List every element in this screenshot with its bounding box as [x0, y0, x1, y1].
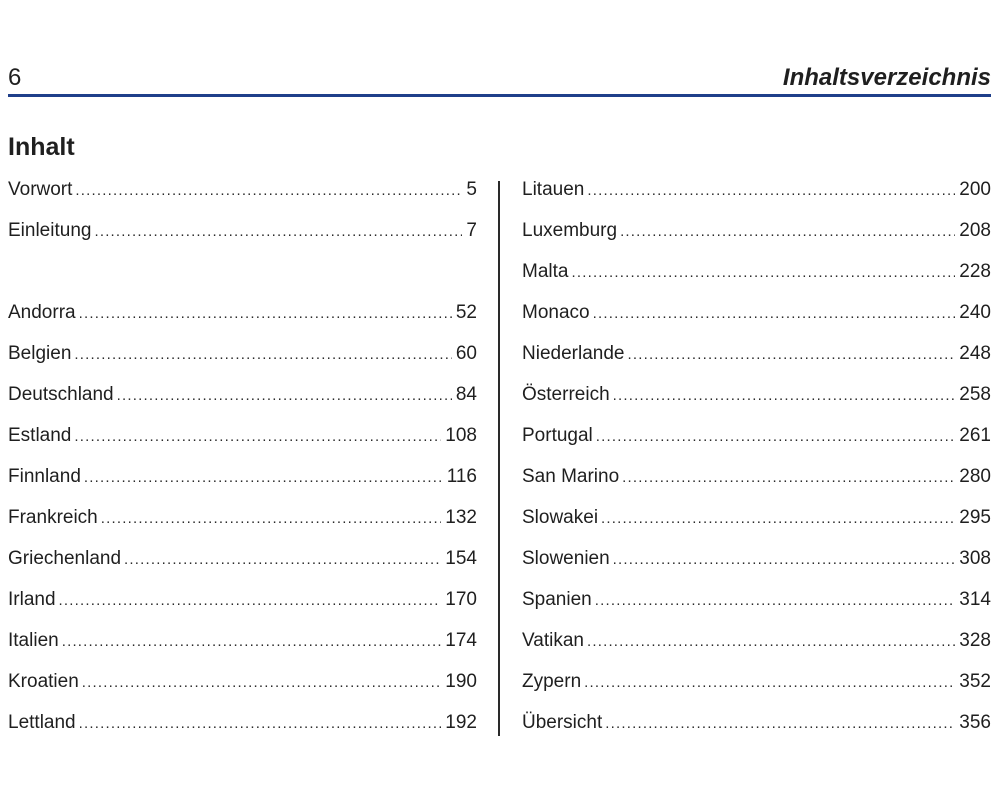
dot-leader	[79, 298, 452, 330]
toc-entry-title: Belgien	[8, 343, 72, 364]
dot-leader	[74, 339, 451, 371]
toc-entry-griechenland[interactable]	[8, 543, 477, 584]
toc-entry-page: 228	[959, 261, 991, 282]
toc-entry-page: 295	[959, 507, 991, 528]
toc-entry-title: Malta	[522, 261, 569, 282]
dot-leader	[75, 175, 462, 207]
dot-leader	[571, 257, 955, 289]
toc-entry-page: 308	[959, 548, 991, 569]
toc-entry-title: Italien	[8, 630, 59, 651]
toc-entry-page: 5	[466, 179, 477, 200]
dot-leader	[613, 380, 956, 412]
toc-entry-vatikan[interactable]	[522, 625, 991, 666]
toc-entry-vorwort[interactable]	[8, 174, 477, 215]
toc-entry-san-marino[interactable]	[522, 461, 991, 502]
toc-entry-title: Deutschland	[8, 384, 114, 405]
toc-entry-page: 328	[959, 630, 991, 651]
toc-entry-portugal[interactable]	[522, 420, 991, 461]
dot-leader	[622, 462, 955, 494]
toc-entry-page: 240	[959, 302, 991, 323]
toc-entry-lettland[interactable]	[8, 707, 477, 748]
dot-leader	[613, 544, 956, 576]
toc-entry-title: Österreich	[522, 384, 610, 405]
dot-leader	[584, 667, 955, 699]
dot-leader	[117, 380, 452, 412]
toc-entry-luxemburg[interactable]	[522, 215, 991, 256]
toc-entry-page: 356	[959, 712, 991, 733]
toc-entry-estland[interactable]	[8, 420, 477, 461]
toc-entry-title: Zypern	[522, 671, 582, 692]
toc-entry-page: 116	[446, 466, 477, 487]
toc-entry-title: Monaco	[522, 302, 590, 323]
toc-entry-litauen[interactable]	[522, 174, 991, 215]
toc-entry-uebersicht[interactable]	[522, 707, 991, 748]
dot-leader	[62, 626, 442, 658]
toc-entry-page: 190	[445, 671, 477, 692]
toc-entry-niederlande[interactable]	[522, 338, 991, 379]
toc-entry-title: Lettland	[8, 712, 76, 733]
toc-entry-title: Niederlande	[522, 343, 625, 364]
toc-entry-title: Irland	[8, 589, 56, 610]
page-header	[8, 60, 991, 96]
toc-entry-page: 200	[959, 179, 991, 200]
toc-entry-slowakei[interactable]	[522, 502, 991, 543]
toc-entry-page: 352	[959, 671, 991, 692]
toc-right-column	[522, 174, 991, 748]
toc-entry-malta[interactable]	[522, 256, 991, 297]
toc-spacer	[8, 256, 477, 297]
toc-entry-page: 174	[445, 630, 477, 651]
toc-entry-title: Kroatien	[8, 671, 79, 692]
toc-entry-irland[interactable]	[8, 584, 477, 625]
toc-entry-title: San Marino	[522, 466, 620, 487]
toc-entry-page: 52	[455, 302, 477, 323]
toc-entry-title: Luxemburg	[522, 220, 618, 241]
toc-entry-finnland[interactable]	[8, 461, 477, 502]
dot-leader	[596, 421, 956, 453]
toc-entry-title: Frankreich	[8, 507, 98, 528]
toc-entry-page: 208	[959, 220, 991, 241]
dot-leader	[620, 216, 955, 248]
toc-entry-title: Einleitung	[8, 220, 92, 241]
toc-entry-page: 154	[445, 548, 477, 569]
dot-leader	[587, 626, 955, 658]
header-rule	[8, 94, 991, 97]
toc-entry-kroatien[interactable]	[8, 666, 477, 707]
toc-entry-page: 84	[455, 384, 477, 405]
toc-entry-title: Estland	[8, 425, 72, 446]
toc-entry-title: Griechenland	[8, 548, 122, 569]
toc-entry-belgien[interactable]	[8, 338, 477, 379]
toc-entry-slowenien[interactable]	[522, 543, 991, 584]
running-title: Inhaltsverzeichnis	[782, 64, 991, 91]
toc-left-column	[8, 174, 477, 748]
toc-entry-title: Übersicht	[522, 712, 603, 733]
dot-leader	[79, 708, 442, 740]
dot-leader	[587, 175, 955, 207]
dot-leader	[101, 503, 442, 535]
toc-entry-page: 170	[445, 589, 477, 610]
column-divider	[498, 181, 500, 736]
toc-entry-title: Finnland	[8, 466, 81, 487]
page-number: 6	[8, 64, 22, 91]
dot-leader	[82, 667, 442, 699]
toc-entry-spanien[interactable]	[522, 584, 991, 625]
toc-entry-page: 280	[959, 466, 991, 487]
toc-entry-title: Slowakei	[522, 507, 599, 528]
toc-entry-page: 314	[959, 589, 991, 610]
toc-entry-title: Slowenien	[522, 548, 610, 569]
toc-entry-oesterreich[interactable]	[522, 379, 991, 420]
toc-entry-page: 7	[466, 220, 477, 241]
toc-entry-page: 60	[455, 343, 477, 364]
toc-entry-title: Vorwort	[8, 179, 73, 200]
toc-entry-title: Andorra	[8, 302, 76, 323]
toc-entry-page: 192	[445, 712, 477, 733]
toc-entry-page: 108	[445, 425, 477, 446]
toc-entry-page: 132	[445, 507, 477, 528]
dot-leader	[84, 462, 443, 494]
section-title: Inhalt	[8, 133, 75, 161]
toc-entry-zypern[interactable]	[522, 666, 991, 707]
dot-leader	[593, 298, 956, 330]
toc-entry-page: 261	[959, 425, 991, 446]
toc-entry-frankreich[interactable]	[8, 502, 477, 543]
toc-entry-einleitung[interactable]	[8, 215, 477, 256]
toc-entry-page: 258	[959, 384, 991, 405]
dot-leader	[595, 585, 956, 617]
toc-entry-title: Litauen	[522, 179, 585, 200]
dot-leader	[94, 216, 462, 248]
toc-entry-title: Portugal	[522, 425, 593, 446]
dot-leader	[627, 339, 955, 371]
dot-leader	[601, 503, 955, 535]
toc-entry-title: Spanien	[522, 589, 592, 610]
toc-entry-italien[interactable]	[8, 625, 477, 666]
toc-entry-andorra[interactable]	[8, 297, 477, 338]
dot-leader	[124, 544, 441, 576]
toc-entry-deutschland[interactable]	[8, 379, 477, 420]
dot-leader	[605, 708, 955, 740]
toc-entry-page: 248	[959, 343, 991, 364]
toc-entry-monaco[interactable]	[522, 297, 991, 338]
dot-leader	[59, 585, 442, 617]
dot-leader	[74, 421, 441, 453]
toc-entry-title: Vatikan	[522, 630, 584, 651]
